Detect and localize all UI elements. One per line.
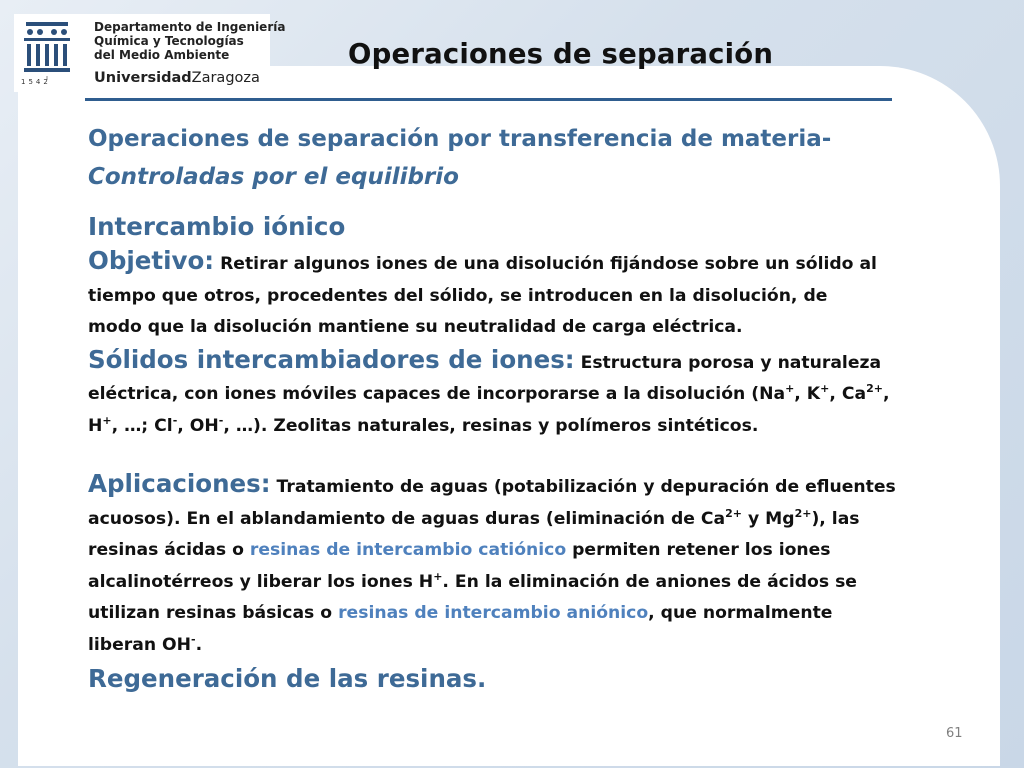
aplic-text-5a: utilizan resinas básicas o: [88, 603, 339, 623]
solidos-text-1: Estructura porosa y naturaleza: [574, 352, 882, 373]
title-underline: [85, 98, 892, 101]
solidos-label: Sólidos intercambiadores de iones:: [88, 344, 575, 374]
solidos-text-3a: H: [88, 415, 103, 436]
slide-subtitle: [88, 120, 831, 196]
section-heading: Intercambio iónico: [88, 212, 346, 241]
cationic-resin-link: resinas de intercambio catiónico: [249, 540, 567, 560]
solidos-text-3d: , …). Zeolitas naturales, resinas y polímeros sintéticos.: [223, 415, 759, 436]
solidos-text-3c: , OH: [177, 415, 219, 436]
aplic-text-2b: y Mg: [741, 508, 795, 529]
aplic-text-6b: .: [195, 634, 203, 655]
objetivo-paragraph: [88, 245, 968, 344]
aplic-text-4b: . En la eliminación de aniones de ácidos se: [442, 571, 857, 592]
logo-department-line-3: del Medio Ambiente: [94, 48, 230, 62]
logo-department-line-2: Química y Tecnologías: [94, 34, 244, 48]
solidos-text-2a: eléctrica, con iones móviles capaces de incorporarse a la disolución (Na: [88, 384, 786, 404]
slide-body: [88, 209, 968, 697]
superscript: +: [433, 569, 443, 583]
aplic-text-3b: permiten retener los iones: [566, 540, 831, 560]
superscript: 2+: [725, 506, 742, 520]
logo-university-bold: Universidad: [94, 70, 192, 86]
aplicaciones-label: Aplicaciones:: [88, 469, 271, 498]
page-number: 61: [946, 726, 963, 741]
objetivo-text-3: modo que la disolución mantiene su neutralidad de carga eléctrica.: [88, 317, 743, 337]
aplic-text-4a: alcalinotérreos y liberar los iones H: [88, 571, 434, 592]
solidos-text-2c: , Ca: [829, 384, 867, 404]
aplic-text-6a: liberan OH: [88, 634, 192, 655]
solidos-text-2b: , K: [794, 384, 821, 404]
logo-university-name: [94, 70, 260, 86]
superscript: 2+: [866, 382, 883, 395]
subtitle-line-2: Controladas por el equilibrio: [88, 164, 459, 190]
regeneracion-heading: Regeneración de las resinas.: [88, 664, 487, 693]
logo-university-rest: Zaragoza: [191, 70, 260, 86]
superscript: -: [191, 632, 196, 646]
superscript: 2+: [794, 506, 812, 520]
anionic-resin-link: resinas de intercambio aniónico: [338, 603, 649, 623]
superscript: +: [820, 382, 830, 395]
solidos-text-3b: , …; Cl: [111, 415, 173, 436]
aplic-text-1: Tratamiento de aguas (potabilización y depuración de efluentes: [270, 477, 896, 497]
logo-year: 1542: [21, 78, 51, 86]
superscript: -: [172, 413, 178, 427]
solidos-paragraph: [88, 344, 968, 443]
logo-department-line-1: Departamento de Ingeniería: [94, 20, 286, 34]
university-logo: [14, 14, 286, 92]
objetivo-label: Objetivo:: [88, 246, 215, 275]
paragraph-spacer: [88, 442, 968, 468]
superscript: +: [785, 382, 795, 395]
objetivo-text-1: Retirar algunos iones de una disolución fijándose sobre un sólido al: [214, 254, 877, 274]
aplic-text-2a: acuosos). En el ablandamiento de aguas duras (eliminación de Ca: [88, 508, 726, 529]
objetivo-text-2: tiempo que otros, procedentes del sólido, se introducen en la disolución, de: [88, 285, 828, 306]
slide-title: Operaciones de separación: [348, 38, 774, 70]
aplic-text-5b: , que normalmente: [648, 603, 833, 623]
aplicaciones-paragraph: [88, 468, 968, 661]
solidos-text-2d: ,: [882, 384, 890, 404]
superscript: +: [102, 413, 112, 427]
aplic-text-2c: ), las: [811, 508, 860, 529]
superscript: -: [218, 413, 224, 427]
aplic-text-3a: resinas ácidas o: [88, 540, 250, 560]
subtitle-line-1: Operaciones de separación por transferencia de materia-: [88, 126, 832, 152]
